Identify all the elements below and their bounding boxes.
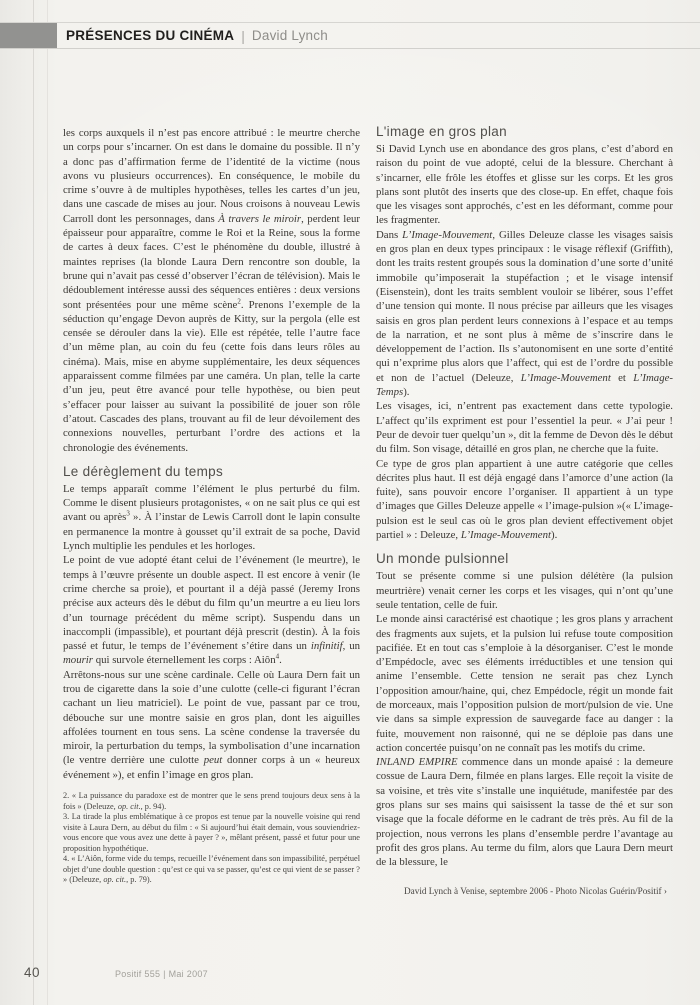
body-paragraph: les corps auxquels il n’est pas encore attribué : le meurtre cherche un corps pour s’incarner. On est dans le domaine du possible. Il n’y a donc pas d’affirmation ferme de l’identité de la victime (nous avons vu plusieurs occurrences). En conséquence, le mobile du crime s’ouvre à de multiples hypothèses, telles les cartes d’un jeu, dans une cascade de mises au jour. Nous croisons à nouveau Lewis Carroll dont les personnages, dans À travers le miroir, perdent leur épaisseur pour apparaître, comme le Roi et la Reine, sous la forme de cartes à deux faces. C’est le phénomène du double, illustré à maintes reprises (la blonde Laura Dern rencontre son double, la brune qui n’avait pas cessé d’observer l’écran de télévision). Mais le dédoublement intéresse aussi des séquences entières : deux versions sont présentées pour une même scène$^2$. Prenons l’exemple de la séduction qu’engage Devon auprès de Kitty, sur la pergola (elle est censée se dérouler dans la vie). Elle est répétée, telle l’autre face d’un même plan, au coin du feu (cette fois dans leurs rôles au cinéma). Mais, mise en abyme supplémentaire, les deux séquences apparaissent comme filmées par une caméra. Un plan, telle la carte d’un jeu, peut être avancé pour telle hypothèse, ou bien peut s’effacer pour laisser au suivant la possibilité de jouer son rôle d’atout. Cascades des plans, trouvant au fil de leur dévoilement des connexions nouvelles, perturbant l’ordre des actions et la chronologie des événements.: [63, 127, 361, 454]
body-paragraph: Les visages, ici, n’entrent pas exactement dans cette typologie. L’affect qu’ils expriment est pour l’essentiel la peur. « J’ai peur ! Peur de devoir tuer quelqu’un », dit la femme de Devon dès le début du film. Son visage, détaillé en gros plan, ne cherche que la fuite.: [376, 400, 673, 456]
header-subject: David Lynch: [251, 28, 328, 43]
page-gutter-line: [33, 0, 34, 1005]
section-heading-monde-pulsionnel: Un monde pulsionnel: [376, 551, 509, 567]
footnote: 3. La tirade la plus emblématique à ce propos est tenue par la nouvelle voisine qui rend visite à Laura Dern, au début du film : « Si aujourd’hui était demain, vous souviendriez-vous encore que vous avez une dette à payer ? », mêlant présent, passé et futur pour une proposition hypothétique.: [63, 812, 360, 853]
body-paragraph: Tout se présente comme si une pulsion délétère (la pulsion meurtrière) venait cerner les corps et les visages, qui n’ont qu’une seule tentation, celle de fuir.: [376, 570, 673, 611]
right-column: [376, 126, 673, 897]
header-kicker: PRÉSENCES DU CINÉMA: [66, 28, 235, 43]
body-paragraph: Le monde ainsi caractérisé est chaotique ; les gros plans y arrachent des fragments aux sujets, et la pulsion lui refuse toute composition pacifiée. Et en tout cas s’emploie à la désorganiser. C’est le monde d’Empédocle, avec ses éléments irréductibles et une tension qui anime l’ensemble. Cette tension ne serait pas chez Lynch l’opposition amour/haine, qui, chez Empédocle, régit un monde fait de morceaux, mais l’opposition pulsion de mort/pulsion de vie. Une vie dans sa simple expression de sauvegarde face au danger : la fuite, mouvement non raisonné, qui ne se déploie pas dans une action concertée puisqu’on ne connaît pas les motifs du crime.: [376, 613, 673, 754]
section-heading-dereglement-du-temps: Le dérèglement du temps: [63, 463, 223, 479]
footnote: 2. « La puissance du paradoxe est de montrer que le sens prend toujours deux sens à la fois » (Deleuze, op. cit., p. 94).: [63, 791, 360, 811]
header-gray-block: [0, 23, 57, 48]
body-paragraph: INLAND EMPIRE commence dans un monde apaisé : la demeure cossue de Laura Dern, filmée en plans larges. Elle reçoit la visite de sa voisine, et très vite s’installe une inquiétude, manifestée par des gros plans sur ses mains qui saisissent la tasse de thé et sur son visage que la focale déforme en le cadrant de très près. Au fil de la projection, nous verrons les plans d’ensemble perdre l’avantage au profit des gros plans. Au terme du film, alors que Laura Dern meurt de la blessure, le: [376, 756, 673, 869]
photo-caption: David Lynch à Venise, septembre 2006 - Photo Nicolas Guérin/Positif ›: [404, 885, 667, 896]
header-separator: |: [241, 27, 245, 44]
page-number: 40: [24, 965, 41, 980]
body-paragraph: Le point de vue adopté étant celui de l’événement (le meurtre), le temps à l’œuvre présente un double aspect. Il est encore à venir (le crime cherche sa proie), et pourtant il a déjà passé (Jeremy Irons précise aux acteurs dès le début du film qu’un meurtre a eu lieu lors d’un tournage précédent du même script). Suspendu dans un inaccompli (impassible), et pourtant déjà prescrit (destin). À la fois passé et futur, le temps de l’événement s’étire dans un infinitif, un mourir qui survole éternellement les corps : Aiôn$^4$.: [63, 554, 360, 667]
body-paragraph: Dans L’Image-Mouvement, Gilles Deleuze classe les visages saisis en gros plan en deux types principaux : le visage réflexif (Griffith), dont les traits restent groupés sous la domination d’une sorte d’unité immobile qu’imposerait la stupéfaction ; et le visage intensif (Eisenstein), dont les traits semblent vouloir se libérer, sous l’effet d’une tension qui monte. Il nous précise par ailleurs que les visages saisis en gros plan perdent leurs connexions à l’espace et au temps de la narration, et ne sont plus à même de s’inscrire dans le développement de l’action. Ils s’autonomisent en une sorte d’entité qui n’exprime plus alors que l’affect, qui est de l’ordre du possible et non de l’actuel (Deleuze, L’Image-Mouvement et L’Image-Temps).: [376, 228, 673, 399]
page-gutter-line: [47, 0, 48, 1005]
body-paragraph: Arrêtons-nous sur une scène cardinale. Celle où Laura Dern fait un trou de cigarette dans la soie d’une culotte (celle-ci figurant l’écran cachant un lieu matriciel). Le point de vue, passant par ce trou, débouche sur une montre saisie en gros plan, dont les aiguilles affolées tournent en tous sens. La scène condense la traversée du miroir, la perturbation du temps, la symbolisation d’une incarnation (le ventre derrière une culotte peut donner corps à un « heureux événement »), et enfin l’image en gros plan.: [63, 668, 360, 781]
body-paragraph: Si David Lynch use en abondance des gros plans, c’est d’abord en raison du point de vue adopté, celui de la blessure. Cherchant à s’incarner, elle frôle les étoffes et glisse sur les corps. Et les gros plans sont plutôt des inserts que des close-up. En effet, chaque fois que les visages sont approchés, c’est en les déformant, comme pour les fragmenter.: [376, 143, 673, 227]
body-paragraph: Le temps apparaît comme l’élément le plus perturbé du film. Comme le disent plusieurs protagonistes, « on ne sait plus ce qui est avant ou après$^3$ ». À l’instar de Lewis Carroll dont le lapin consulte en permanence la montre à gousset qu’il extrait de sa poche, David Lynch multiplie les pendules et les horloges.: [63, 482, 361, 553]
footnote: 4. « L’Aiôn, forme vide du temps, recueille l’événement dans son impassibilité, perpétuel objet d’une double question : qu’est ce qui va se passer, qu’est ce qui vient de se passer ? » (Deleuze, op. cit., p. 79).: [63, 854, 360, 885]
journal-issue-line: Positif 555 | Mai 2007: [115, 969, 208, 979]
left-column: [63, 126, 360, 897]
page-footer: [0, 959, 700, 1005]
page-header: [0, 22, 700, 49]
body-paragraph: Ce type de gros plan appartient à une autre catégorie que celles décrites plus haut. Il est déjà engagé dans l’amorce d’une action (la fuite), sans pouvoir encore l’organiser. Il appartient à un type d’images que Gilles Deleuze appelle « l’image-pulsion »(« L’image-pulsion est le seul cas où le gros plan devient effectivement objet partiel » : Deleuze, L’Image-Mouvement).: [376, 457, 673, 542]
section-heading-image-en-gros-plan: L'image en gros plan: [376, 124, 507, 139]
header-title: [66, 23, 328, 48]
footnotes-block: [63, 791, 360, 886]
article-body: [63, 126, 673, 897]
